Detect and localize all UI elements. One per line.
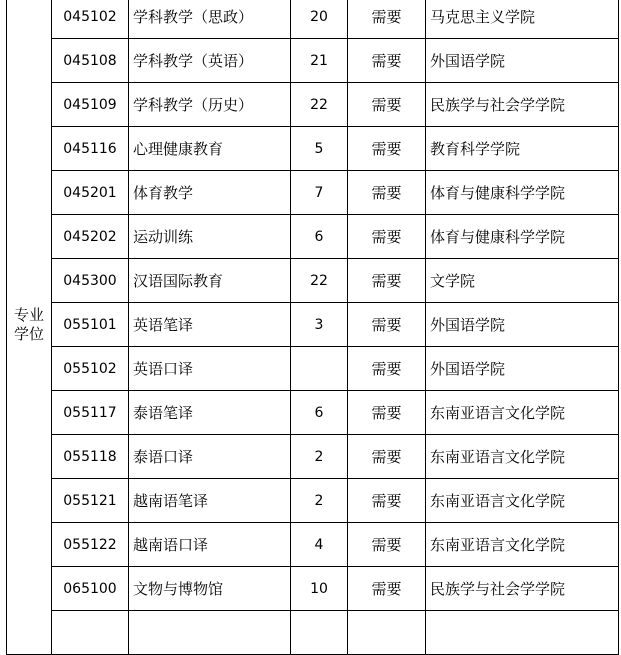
table-row [7, 83, 619, 127]
empty-cell [291, 611, 348, 655]
table-row [7, 303, 619, 347]
college-cell: 民族学与社会学学院 [426, 567, 619, 611]
major-name-cell: 英语口译 [129, 347, 291, 391]
major-name-cell: 汉语国际教育 [129, 259, 291, 303]
quota-cell: 3 [291, 303, 348, 347]
requirement-cell: 需要 [348, 171, 426, 215]
major-name-cell: 越南语口译 [129, 523, 291, 567]
table-row [7, 39, 619, 83]
table-row [7, 215, 619, 259]
major-name-cell: 心理健康教育 [129, 127, 291, 171]
college-cell: 东南亚语言文化学院 [426, 435, 619, 479]
requirement-cell: 需要 [348, 479, 426, 523]
college-cell: 东南亚语言文化学院 [426, 391, 619, 435]
requirement-cell: 需要 [348, 303, 426, 347]
college-cell: 民族学与社会学学院 [426, 83, 619, 127]
table-row [7, 567, 619, 611]
major-name-cell: 运动训练 [129, 215, 291, 259]
requirement-cell: 需要 [348, 391, 426, 435]
empty-cell [426, 611, 619, 655]
major-code-cell: 055118 [52, 435, 129, 479]
major-code-cell: 045109 [52, 83, 129, 127]
table-row-partial [7, 611, 619, 655]
requirement-cell: 需要 [348, 127, 426, 171]
major-code-cell: 045201 [52, 171, 129, 215]
quota-cell: 22 [291, 259, 348, 303]
major-code-cell: 055122 [52, 523, 129, 567]
major-name-cell: 泰语笔译 [129, 391, 291, 435]
major-code-cell: 065100 [52, 567, 129, 611]
enrollment-table [6, 0, 619, 655]
major-name-cell: 学科教学（历史） [129, 83, 291, 127]
college-cell: 体育与健康科学学院 [426, 215, 619, 259]
major-name-cell: 体育教学 [129, 171, 291, 215]
quota-cell: 7 [291, 171, 348, 215]
college-cell: 教育科学学院 [426, 127, 619, 171]
requirement-cell: 需要 [348, 83, 426, 127]
quota-cell: 6 [291, 391, 348, 435]
major-name-cell: 学科教学（英语） [129, 39, 291, 83]
empty-cell [348, 611, 426, 655]
requirement-cell: 需要 [348, 567, 426, 611]
major-code-cell: 045116 [52, 127, 129, 171]
major-code-cell: 045300 [52, 259, 129, 303]
major-name-cell: 文物与博物馆 [129, 567, 291, 611]
quota-cell: 6 [291, 215, 348, 259]
table-row [7, 0, 619, 39]
table-row [7, 127, 619, 171]
requirement-cell: 需要 [348, 435, 426, 479]
major-code-cell: 055117 [52, 391, 129, 435]
quota-cell: 20 [291, 0, 348, 39]
requirement-cell: 需要 [348, 0, 426, 39]
table-row [7, 391, 619, 435]
requirement-cell: 需要 [348, 39, 426, 83]
major-code-cell: 045102 [52, 0, 129, 39]
college-cell: 外国语学院 [426, 303, 619, 347]
major-code-cell: 055102 [52, 347, 129, 391]
quota-cell: 21 [291, 39, 348, 83]
requirement-cell: 需要 [348, 259, 426, 303]
requirement-cell: 需要 [348, 215, 426, 259]
quota-cell: 22 [291, 83, 348, 127]
table-row [7, 479, 619, 523]
quota-cell [291, 347, 348, 391]
major-name-cell: 英语笔译 [129, 303, 291, 347]
college-cell: 文学院 [426, 259, 619, 303]
quota-cell: 2 [291, 479, 348, 523]
major-name-cell: 泰语口译 [129, 435, 291, 479]
college-cell: 外国语学院 [426, 39, 619, 83]
major-name-cell: 越南语笔译 [129, 479, 291, 523]
table-row [7, 259, 619, 303]
major-code-cell: 055101 [52, 303, 129, 347]
requirement-cell: 需要 [348, 347, 426, 391]
quota-cell: 10 [291, 567, 348, 611]
college-cell: 外国语学院 [426, 347, 619, 391]
college-cell: 马克思主义学院 [426, 0, 619, 39]
major-code-cell: 045202 [52, 215, 129, 259]
quota-cell: 4 [291, 523, 348, 567]
quota-cell: 2 [291, 435, 348, 479]
table-row [7, 171, 619, 215]
empty-cell [129, 611, 291, 655]
college-cell: 东南亚语言文化学院 [426, 479, 619, 523]
major-code-cell: 045108 [52, 39, 129, 83]
table-row [7, 435, 619, 479]
table-row [7, 347, 619, 391]
college-cell: 体育与健康科学学院 [426, 171, 619, 215]
table-row [7, 523, 619, 567]
major-code-cell: 055121 [52, 479, 129, 523]
category-cell: 专业学位 [7, 0, 52, 655]
major-name-cell: 学科教学（思政） [129, 0, 291, 39]
table-body [7, 0, 619, 655]
college-cell: 东南亚语言文化学院 [426, 523, 619, 567]
empty-cell [52, 611, 129, 655]
enrollment-table-container [6, 0, 618, 655]
requirement-cell: 需要 [348, 523, 426, 567]
quota-cell: 5 [291, 127, 348, 171]
